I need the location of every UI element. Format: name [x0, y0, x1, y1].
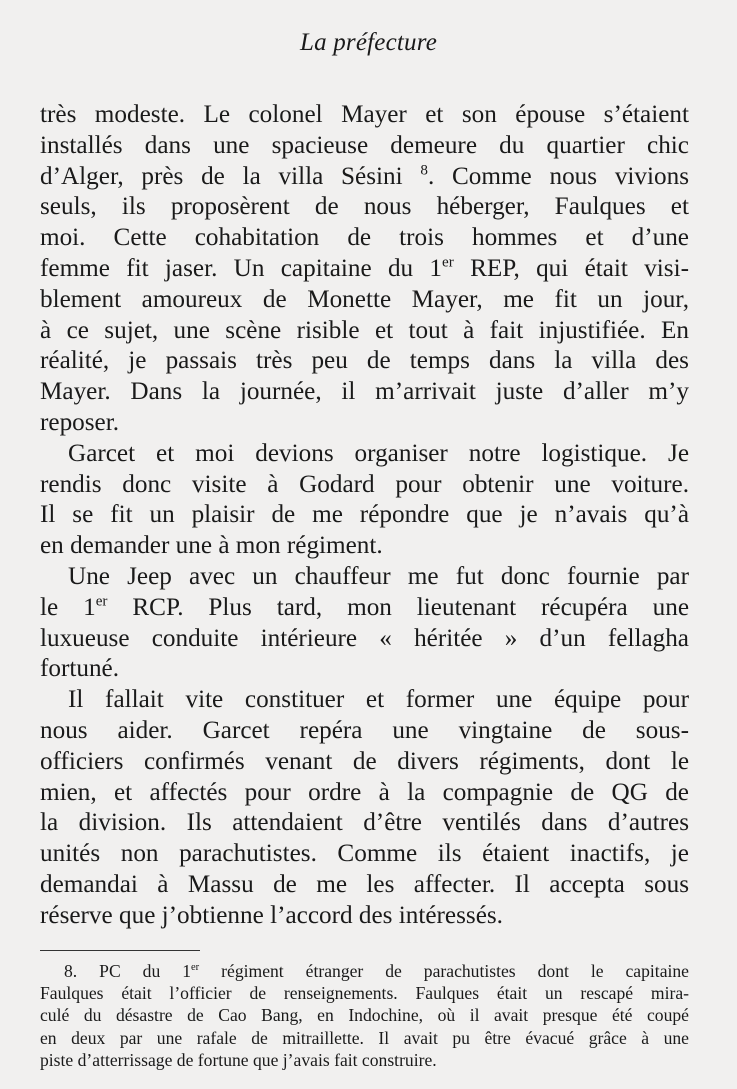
text-segment: régiment étranger de parachutistes dont le capitaine [199, 961, 689, 981]
text-line: reposer. [40, 408, 120, 436]
text-line: luxueuse conduite intérieure « héritée » d’un fellagha [40, 624, 689, 652]
footnote [40, 960, 689, 1071]
ordinal-superscript: er [442, 254, 454, 271]
text-line: seuls, ils proposèrent de nous héberger, Faulques et [40, 193, 689, 221]
text-line: blement amoureux de Monette Mayer, me fit un jour, [40, 285, 689, 313]
text-line [40, 254, 689, 285]
text-line: à ce sujet, une scène risible et tout à fait injustifiée. En [40, 316, 689, 344]
running-head: La préfecture [299, 29, 438, 56]
text-segment: femme fit jaser. Un capitaine du 1 [40, 254, 443, 282]
text-line: fortuné. [40, 655, 120, 683]
text-line [40, 593, 689, 624]
text-segment: . Comme nous vivions [427, 162, 689, 190]
text-line: la division. Ils attendaient d’être ventilés dans d’autres [40, 809, 689, 837]
paragraph-3 [40, 562, 689, 685]
text-segment: RCP. Plus tard, mon lieutenant récupéra une [107, 593, 689, 621]
text-line: Une Jeep avec un chauffeur me fut donc fournie par [68, 562, 689, 590]
text-line: réserve que j’obtienne l’accord des intéressés. [40, 901, 503, 929]
footnote-line: culé du désastre de Cao Bang, en Indochine, où il avait presque été coupé [40, 1005, 689, 1026]
text-segment: PC du 1 [77, 961, 191, 981]
paragraph-1 [40, 100, 689, 439]
text-line: Garcet et moi devions organiser notre logistique. Je [68, 439, 689, 467]
paragraph-4 [40, 685, 689, 931]
footnote-reference[interactable]: 8 [420, 162, 428, 179]
text-line: Il fallait vite constituer et former une équipe pour [68, 686, 689, 714]
paragraph-2 [40, 439, 689, 562]
text-line: mien, et affectés pour ordre à la compagnie de QG de [40, 778, 689, 806]
footnote-line: Faulques était l’officier de renseignements. Faulques était un rescapé mira- [40, 983, 689, 1004]
text-line: rendis donc visite à Godard pour obtenir une voiture. [40, 470, 689, 498]
text-line: en demander une à mon régiment. [40, 532, 383, 560]
text-line: installés dans une spacieuse demeure du quartier chic [40, 131, 689, 159]
footnote-number: 8. [64, 961, 78, 981]
text-line [40, 162, 689, 193]
text-segment: le 1 [40, 593, 96, 621]
text-line: demandai à Massu de me les affecter. Il accepta sous [40, 870, 689, 898]
text-line: unités non parachutistes. Comme ils étaient inactifs, je [40, 840, 689, 868]
text-segment: REP, qui était visi- [453, 254, 689, 282]
body-text [40, 100, 689, 932]
ordinal-superscript: er [95, 593, 108, 610]
footnote-separator [40, 950, 200, 951]
text-line: nous aider. Garcet repéra une vingtaine de sous- [40, 716, 689, 744]
footnote-line [40, 960, 689, 982]
text-line: moi. Cette cohabitation de trois hommes et d’une [40, 224, 689, 252]
text-line: Mayer. Dans la journée, il m’arrivait juste d’aller m’y [40, 378, 689, 406]
text-line: réalité, je passais très peu de temps dans la villa des [40, 347, 689, 375]
text-line: Il se fit un plaisir de me répondre que je n’avais qu’à [40, 501, 689, 529]
text-line: officiers confirmés venant de divers régiments, dont le [40, 747, 689, 775]
text-segment: d’Alger, près de la villa Sésini [40, 162, 403, 190]
ordinal-superscript: er [191, 962, 200, 974]
text-line: très modeste. Le colonel Mayer et son épouse s’étaient [40, 101, 689, 128]
footnote-line: en deux par une rafale de mitraillette. Il avait pu être évacué grâce à une [40, 1027, 689, 1048]
footnote-line: piste d’atterrissage de fortune que j’avais fait construire. [40, 1049, 437, 1070]
